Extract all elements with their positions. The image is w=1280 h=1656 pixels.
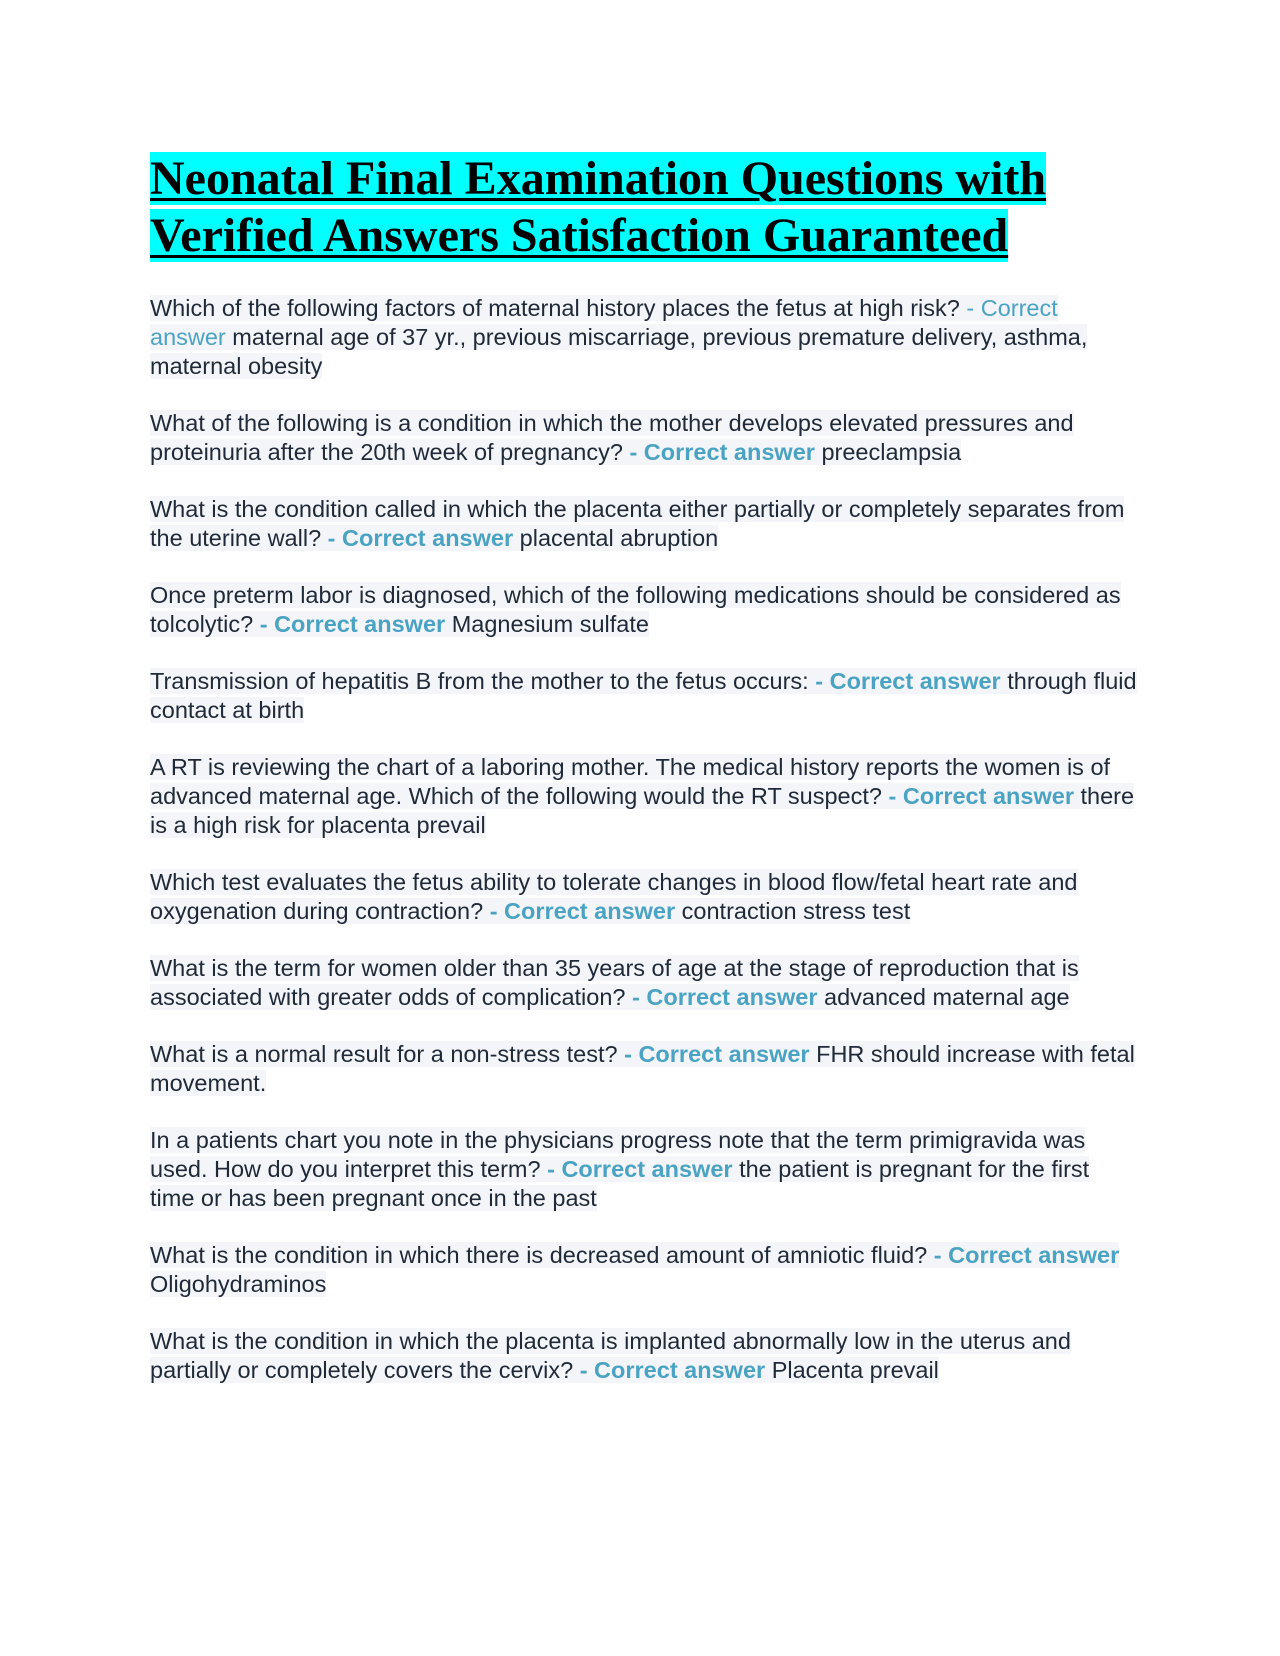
qa-item — [150, 954, 1140, 1012]
qa-item — [150, 868, 1140, 926]
qa-item — [150, 581, 1140, 639]
answer-text: advanced maternal age — [824, 984, 1070, 1010]
answer-text: placental abruption — [519, 525, 719, 551]
correct-answer-marker: - Correct answer — [629, 439, 815, 465]
question-text: Once preterm labor is diagnosed, which of the following medications should be considered as tolcolytic? — [150, 582, 1121, 637]
question-text: In a patients chart you note in the physicians progress note that the term primigravida was used. How do you interpret this term? — [150, 1127, 1086, 1182]
question-text: What is the condition in which there is decreased amount of amniotic fluid? — [150, 1242, 928, 1268]
qa-item — [150, 1327, 1140, 1385]
question-text: A RT is reviewing the chart of a laboring mother. The medical history reports the women is of advanced maternal age. Which of the following would the RT suspect? — [150, 754, 1111, 809]
question-text: Which test evaluates the fetus ability to tolerate changes in blood flow/fetal heart rate and oxygenation during contraction? — [150, 869, 1078, 924]
question-text: What is a normal result for a non-stress test? — [150, 1041, 618, 1067]
answer-text: Oligohydraminos — [150, 1271, 327, 1297]
correct-answer-marker: - Correct answer — [888, 783, 1074, 809]
qa-item — [150, 495, 1140, 553]
correct-answer-marker: - Correct answer — [815, 668, 1001, 694]
answer-text: through fluid contact at birth — [150, 668, 1137, 723]
qa-item — [150, 1126, 1140, 1213]
qa-item — [150, 294, 1140, 381]
qa-item — [150, 1241, 1140, 1299]
correct-answer-marker: - Correct answer — [547, 1156, 733, 1182]
answer-text: FHR should increase with fetal movement. — [150, 1041, 1135, 1096]
correct-answer-marker: - Correct answer — [632, 984, 818, 1010]
correct-answer-marker: - Correct answer — [259, 611, 446, 637]
correct-answer-marker: - Correct answer — [624, 1041, 810, 1067]
qa-item — [150, 753, 1140, 840]
document-title — [150, 150, 1140, 264]
correct-answer-marker: - Correct answer — [933, 1242, 1120, 1268]
correct-answer-marker: - Correct answer — [150, 295, 1058, 350]
question-text: Transmission of hepatitis B from the mother to the fetus occurs: — [150, 668, 809, 694]
document-page — [150, 150, 1140, 1413]
qa-item — [150, 667, 1140, 725]
question-text: What of the following is a condition in which the mother develops elevated pressures and proteinuria after the 20th week of pregnancy? — [150, 410, 1074, 465]
answer-text: there is a high risk for placenta prevail — [150, 783, 1135, 838]
answer-text: maternal age of 37 yr., previous miscarriage, previous premature delivery, asthma, maternal obesity — [150, 324, 1088, 379]
correct-answer-marker: - Correct answer — [579, 1357, 766, 1383]
correct-answer-marker: - Correct answer — [327, 525, 514, 551]
answer-text: the patient is pregnant for the first time or has been pregnant once in the past — [150, 1156, 1090, 1211]
question-text: What is the term for women older than 35 years of age at the stage of reproduction that is associated with greater odds of complication? — [150, 955, 1079, 1010]
answer-text: preeclampsia — [821, 439, 962, 465]
question-text: What is the condition called in which the placenta either partially or completely separates from the uterine wall? — [150, 496, 1125, 551]
answer-text: Placenta prevail — [771, 1357, 939, 1383]
correct-answer-marker: - Correct answer — [489, 898, 676, 924]
document-title-text: Neonatal Final Examination Questions with Verified Answers Satisfaction Guaranteed — [150, 152, 1047, 262]
question-text: What is the condition in which the placenta is implanted abnormally low in the uterus and partially or completely covers the cervix? — [150, 1328, 1071, 1383]
qa-item — [150, 1040, 1140, 1098]
answer-text: contraction stress test — [681, 898, 911, 924]
qa-item — [150, 409, 1140, 467]
answer-text: Magnesium sulfate — [451, 611, 649, 637]
question-text: Which of the following factors of maternal history places the fetus at high risk? — [150, 295, 960, 321]
